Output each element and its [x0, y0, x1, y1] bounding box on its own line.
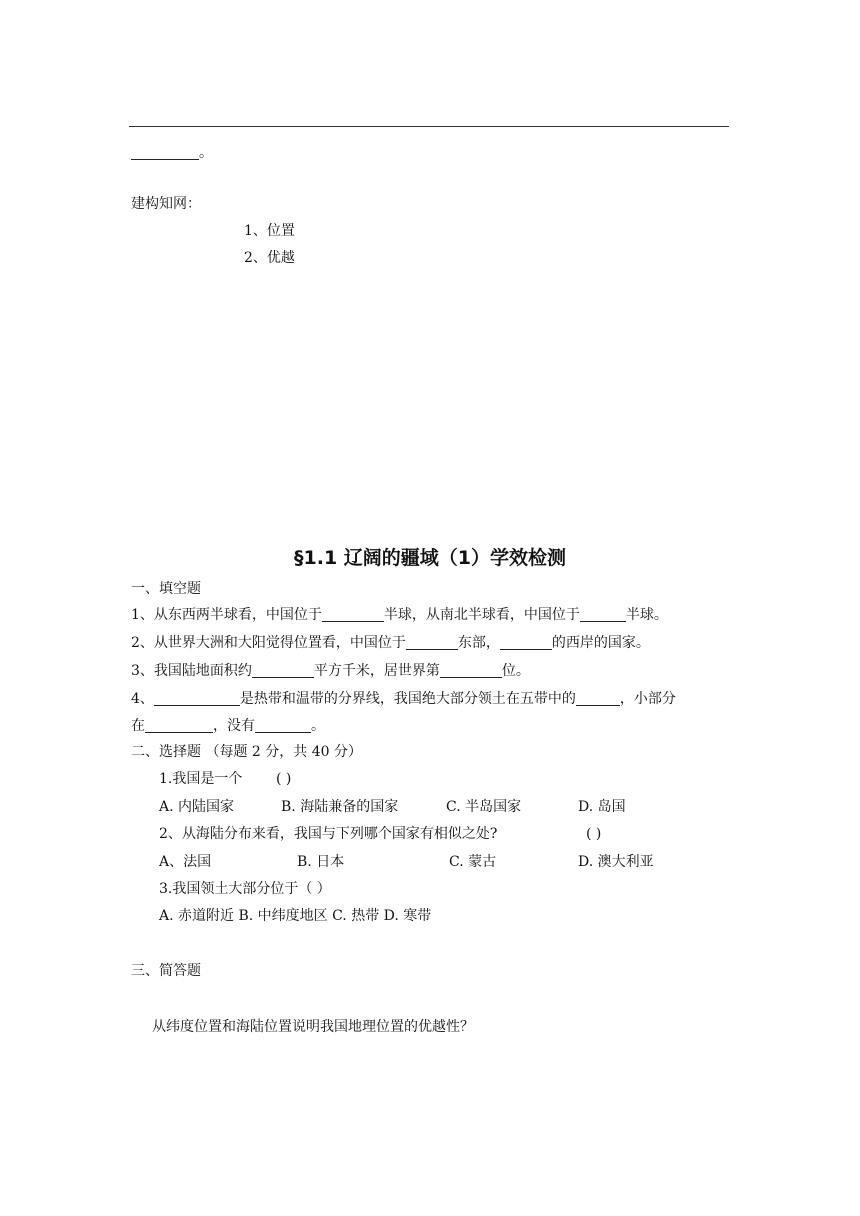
option-b: B. 海陆兼备的国家 — [281, 799, 399, 815]
short-answer-question: 从纬度位置和海陆位置说明我国地理位置的优越性？ — [152, 1019, 474, 1035]
blank[interactable] — [255, 718, 311, 733]
blank[interactable] — [322, 607, 384, 622]
question-4-cont: 在 ，没有 。 — [131, 718, 325, 734]
option-a: A. 内陆国家 — [159, 799, 235, 815]
question-1: 1、从东西两半球看，中国位于 半球，从南北半球看，中国位于 半球。 — [131, 607, 668, 623]
option-d: D. 岛国 — [578, 799, 626, 815]
blank[interactable] — [580, 607, 626, 622]
question-2: 2、从世界大洲和大阳觉得位置看，中国位于 东部， 的西岸的国家。 — [131, 635, 650, 651]
blank[interactable] — [500, 635, 552, 650]
blank[interactable] — [131, 145, 199, 160]
option-b: B. 日本 — [297, 854, 345, 870]
answer-bracket[interactable]: ( ) — [276, 771, 292, 787]
answer-line-end: 。 — [131, 144, 213, 162]
choice-question-3: 3.我国领土大部分位于（ ） — [159, 881, 331, 897]
option-d: D. 澳大利亚 — [578, 854, 654, 870]
section-heading: 二、选择题 （每题 2 分，共 40 分） — [131, 744, 362, 760]
choice-question-2: 2、从海陆分布来看，我国与下列哪个国家有相似之处? — [159, 826, 498, 842]
section-heading: 三、简答题 — [131, 963, 201, 979]
option-a: A、法国 — [159, 854, 212, 870]
answer-bracket[interactable]: ( ) — [586, 826, 602, 842]
blank[interactable] — [576, 691, 620, 706]
option-c: C. 半岛国家 — [446, 799, 522, 815]
answer-line — [129, 126, 729, 127]
choice-question-1: 1.我国是一个 — [159, 771, 243, 787]
section-heading: 一、填空题 — [131, 581, 201, 597]
list-item: 2、优越 — [244, 250, 295, 266]
blank[interactable] — [154, 691, 240, 706]
section-heading: 建构知网： — [131, 196, 201, 212]
list-item: 1、位置 — [244, 223, 295, 239]
question-3: 3、我国陆地面积约 平方千米，居世界第 位。 — [131, 663, 530, 679]
page-title: §1.1 辽阔的疆域（1）学效检测 — [294, 547, 566, 569]
blank[interactable] — [406, 635, 458, 650]
blank[interactable] — [252, 663, 314, 678]
option-c: C. 蒙古 — [449, 854, 497, 870]
blank[interactable] — [440, 663, 502, 678]
blank[interactable] — [145, 718, 213, 733]
options-line: A. 赤道附近 B. 中纬度地区 C. 热带 D. 寒带 — [159, 908, 432, 924]
question-4: 4、 是热带和温带的分界线，我国绝大部分领土在五带中的 ，小部分 — [131, 691, 676, 707]
